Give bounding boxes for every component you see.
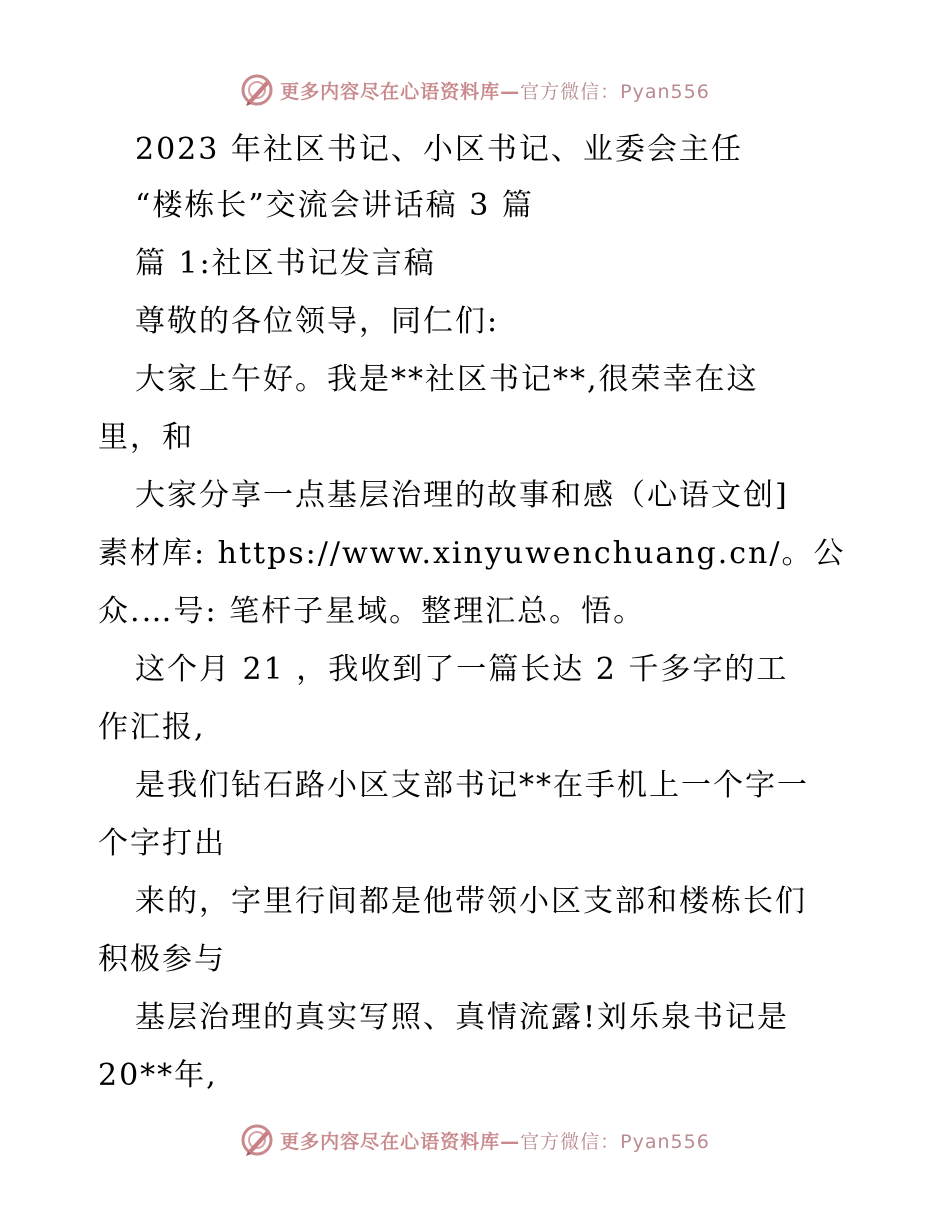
pen-logo-icon	[240, 73, 274, 107]
paragraph-line: 个字打出	[98, 826, 226, 861]
paragraph-line: 基层治理的真实写照、真情流露!刘乐泉书记是	[135, 1000, 790, 1035]
paragraph-line: 这个月 21 ，我收到了一篇长达 2 千多字的工	[135, 652, 789, 687]
paragraph-line: 大家分享一点基层治理的故事和感（心语文创]	[135, 478, 789, 513]
paragraph-line: 里，和	[98, 420, 194, 455]
title-line-1: 2023 年社区书记、小区书记、业委会主任	[135, 132, 743, 167]
paragraph-line: 积极参与	[98, 942, 226, 977]
paragraph-line: 20**年,	[98, 1058, 218, 1093]
banner-wechat-text: 官方微信：Pyan556	[520, 80, 710, 103]
paragraph-line: 是我们钻石路小区支部书记**在手机上一个字一	[135, 768, 809, 803]
paragraph-line: 大家上午好。我是**社区书记**,很荣幸在这	[135, 362, 759, 397]
banner-text	[280, 77, 710, 104]
header-watermark-banner	[0, 70, 950, 110]
paragraph-line: 素材库: https://www.xinyuwenchuang.cn/。公	[98, 536, 846, 571]
banner-wechat-text: 官方微信：Pyan556	[520, 1130, 710, 1153]
banner-site-text: 更多内容尽在心语资料库—	[280, 1130, 521, 1153]
paragraph-line: 众.…号: 笔杆子星域。整理汇总。悟。	[98, 594, 646, 629]
salutation: 尊敬的各位领导，同仁们:	[135, 304, 500, 339]
footer-watermark-banner	[0, 1120, 950, 1160]
paragraph-line: 作汇报,	[98, 710, 206, 745]
pen-logo-icon	[240, 1123, 274, 1157]
banner-text	[280, 1127, 710, 1154]
section-heading: 篇 1:社区书记发言稿	[135, 246, 436, 281]
banner-site-text: 更多内容尽在心语资料库—	[280, 80, 521, 103]
title-line-2: “楼栋长”交流会讲话稿 3 篇	[135, 188, 534, 223]
paragraph-line: 来的，字里行间都是他带领小区支部和楼栋长们	[135, 884, 807, 919]
